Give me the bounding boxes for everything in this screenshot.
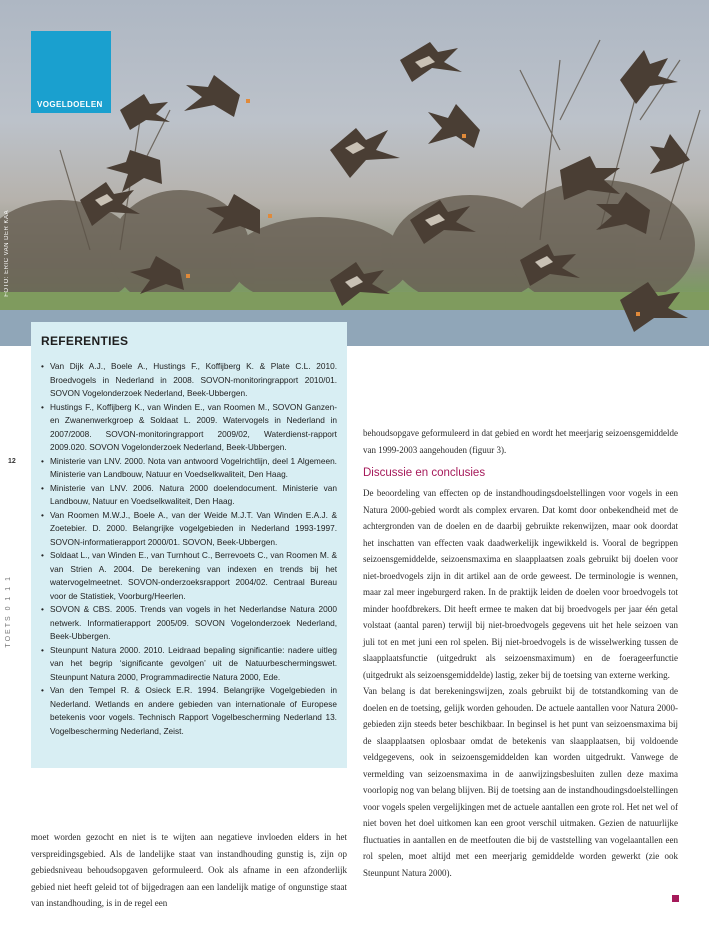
section-label: VOGELDOELEN [37,100,103,109]
reference-item: • SOVON & CBS. 2005. Trends van vogels in het Nederlandse Natura 2000 netwerk. Informatierapport 2005/09. SOVON Vogelonderzoek Nederland, Beek-Ubbergen. [41,603,337,644]
left-column-body [31,829,347,912]
body-paragraph: De beoordeling van effecten op de instandhoudingsdoelstellingen voor vogels in een Natura 2000-gebied wordt als complex ervaren. Dat komt door onbekendheid met de achtergronden van de doelen en de daarbij gebruikte rekenwijzen, maar ook doordat het inschatten van effecten vaak daadwerkelijk ingewikkeld is. Vooral de begrippen seizoensgemiddelde, seizoensmaxima en slaapplaatsen zoals gebruikt bij doelen voor niet-broedvogels zijn in dit artikel aan de orde geweest. De terminologie is wennen, maar zal meer ingeburgerd raken. In de praktijk leiden de doelen voor broedvogels tot minder hoofdbrekers. Dit heeft ermee te maken dat bij broedvogels per jaar één getal volstaat (aantal paren) terwijl bij niet-broedvogels gegevens uit het hele seizoen van juli tot en met juni een rol spelen. Bij niet-broedvogels is de wisselwerking tussen de slaapplaatsfunctie (uitgedrukt als seizoensmaximum) en de foerageerfunctie (uitgedrukt als seizoensgemiddelde) lastig, zeker bij de toetsing van externe werking. [363,488,678,680]
geese-photo [0,0,709,346]
body-paragraph: moet worden gezocht en niet is te wijten aan negatieve invloeden elders in het verspreidingsgebied. Als de landelijke staat van instandhouding gunstig is, zijn op gebiedsniveau behoudsopgaven geformuleerd. Ook als afname in een afzonderlijk gebied niet heeft geleid tot of bijgedragen aan een landelijk matige of ongunstige staat van instandhouding, is in de regel een [31,832,347,908]
reference-item: • Ministerie van LNV. 2006. Natura 2000 doelendocument. Ministerie van Landbouw, Natuur en Voedselkwaliteit, Den Haag. [41,482,337,509]
references-box [31,322,347,768]
photo-credit: FOTO: ERIC VAN DER KAA [4,210,10,297]
right-column-body [363,485,678,881]
body-paragraph: Van belang is dat berekeningswijzen, zoals gebruikt bij de totstandkoming van de doelen en de toetsing, gelijk worden gehouden. De actuele aantallen voor Natura 2000-gebieden zijn steeds beter beschikbaar. In beginsel is het punt van seizoensmaxima bij de slaapplaatsen oplosbaar omdat de betekenis van slaapplaatsen, bij voldoende veldgegevens, ook in seizoensgemiddelden kan worden uitgedrukt. Vanwege de vermelding van seizoensmaxima in de aanwijzingsbesluiten zullen deze maxima voorlopig nog van belang blijven. Bij de toetsing aan de instandhoudingsdoelstellingen voor vogels spelen vergelijkingen met de actuele aantallen een grote rol. Het net wel of niet boven het doel uitkomen kan een groot verschil uitmaken. Gezien de natuurlijke fluctuaties in aantallen en de meetfouten die bij de vaststelling van vogelaantallen een rol spelen, moet altijd met een meerjarig gemiddelde worden gewerkt (zie ook Steunpunt Natura 2000). [363,686,678,878]
section-label-box [31,31,111,113]
reference-item: • Ministerie van LNV. 2000. Nota van antwoord Vogelrichtlijn, deel 1 Algemeen. Ministerie van Landbouw, Natuur en Voedselkwaliteit, Den Haag. [41,455,337,482]
reference-item: • Van Roomen M.W.J., Boele A., van der Weide M.J.T. Van Winden E.A.J. & Zoetebier. D. 2000. Belangrijke vogelgebieden in Nederland 1993-1997. SOVON-informatierapport 2000/01. SOVON, Beek-Ubbergen. [41,509,337,550]
body-paragraph: behoudsopgave geformuleerd in dat gebied en wordt het meerjarig seizoensgemiddelde van 1999-2003 aangehouden (figuur 3). [363,428,678,455]
end-of-article-mark [672,895,679,902]
section-heading: Discussie en conclusies [363,467,486,479]
reference-item: • Van den Tempel R. & Osieck E.R. 1994. Belangrijke Vogelgebieden in Nederland. Wetlands en andere gebieden van internationale of Europese betekenis voor vogels. Technisch Rapport Vogelbescherming Nederland 13. Vogelbescherming Nederland, Zeist. [41,684,337,738]
references-title: REFERENTIES [41,334,129,348]
page-number: 12 [8,458,16,465]
journal-name: TOETS 0 1 1 1 [5,575,12,648]
reference-item: • Steunpunt Natura 2000. 2010. Leidraad bepaling significantie: nadere uitleg van het begrip ‘significante gevolgen’ uit de Natuurbeschermingswet. Steunpunt Natura 2000, Programmadirectie Natura 2000, Ede. [41,644,337,685]
reference-item: • Hustings F., Koffijberg K., van Winden E., van Roomen M., SOVON Ganzen- en Zwanenwerkgroep & Soldaat L. 2009. Watervogels in Nederland in 2007/2008. SOVON-monitoringrapport 2009/02, Waterdienst-rapport 2009.020. SOVON Vogelonderzoek Nederland, Beek-Ubbergen. [41,401,337,455]
reference-item: • Soldaat L., van Winden E., van Turnhout C., Berrevoets C., van Roomen M. & van Strien A. 2004. De berekening van indexen en trends bij het watervogelmeetnet. SOVON-onderzoeksrapport 2004/02. Centraal Bureau voor de Statistiek, Voorburg/Heerlen. [41,549,337,603]
references-list [41,360,337,738]
right-column-intro [363,425,678,458]
reference-item: • Van Dijk A.J., Boele A., Hustings F., Koffijberg K. & Plate C.L. 2010. Broedvogels in Nederland in 2008. SOVON-monitoringrapport 2010/01. SOVON Vogelonderzoek Nederland, Beek-Ubbergen. [41,360,337,401]
